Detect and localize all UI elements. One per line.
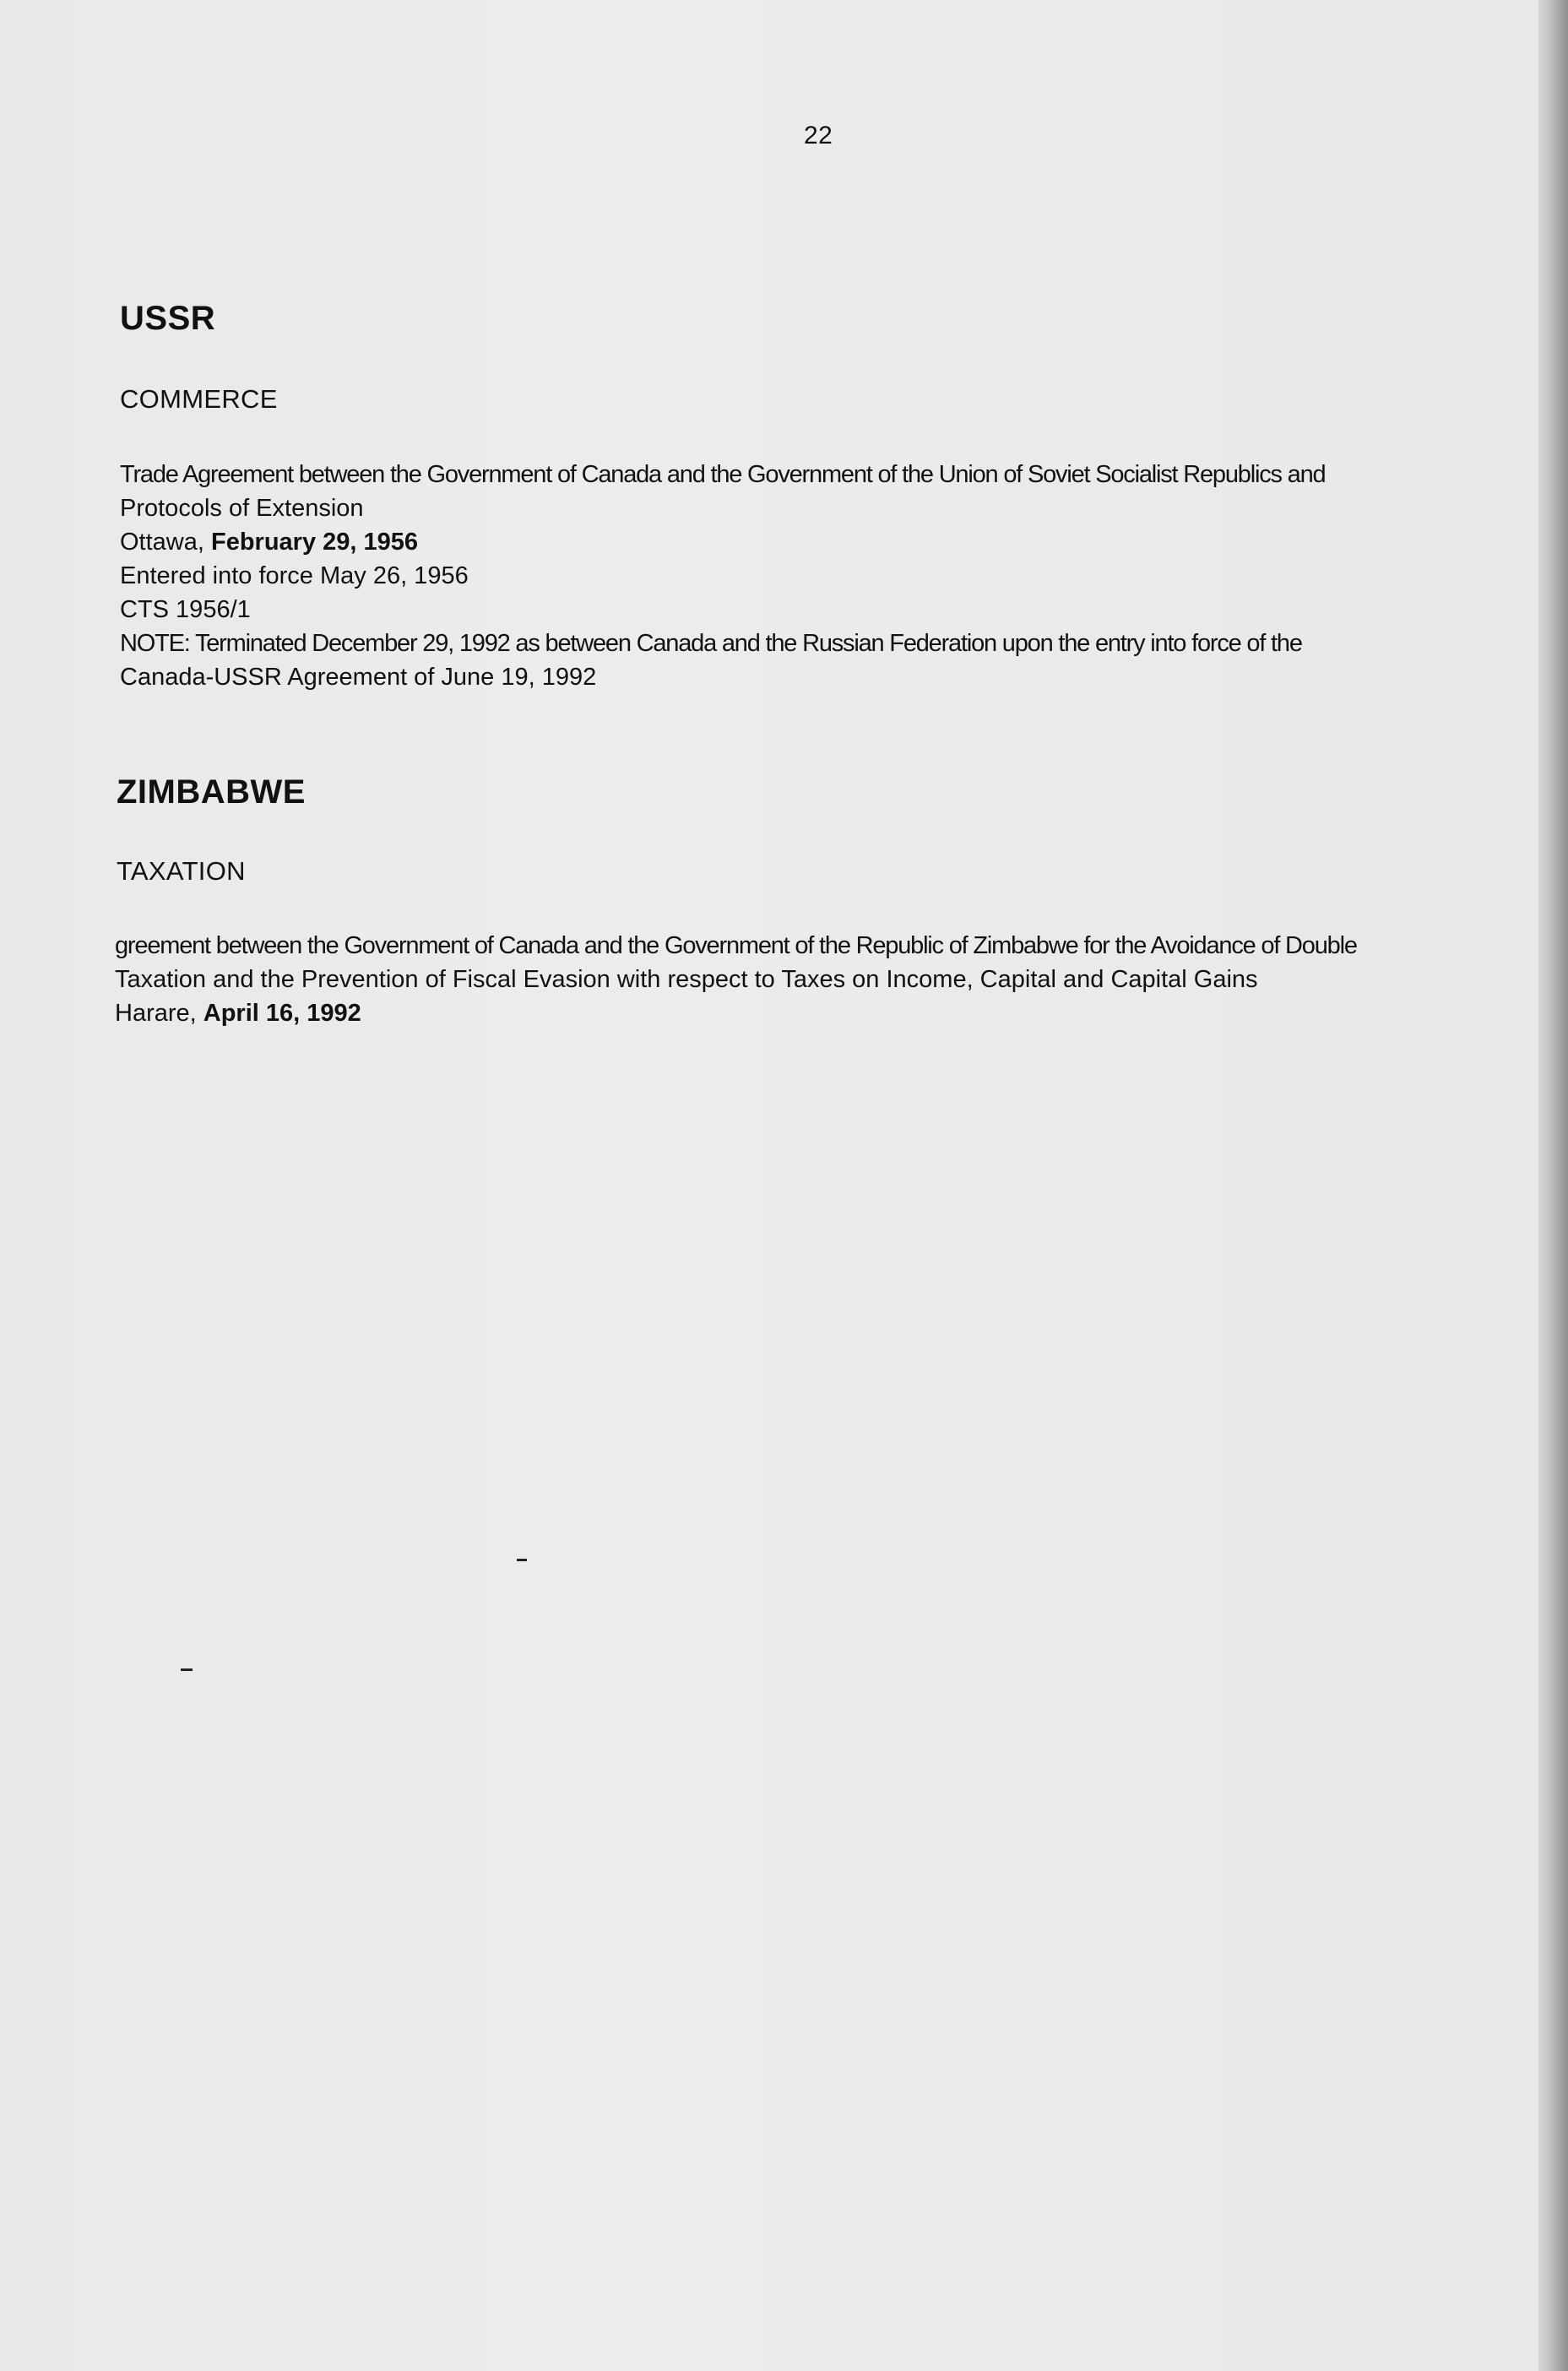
treaty-title-line: Protocols of Extension — [120, 495, 364, 522]
signing-place-date — [120, 525, 1454, 559]
treaty-note-line: Canada-USSR Agreement of June 19, 1992 — [120, 664, 597, 691]
country-heading-ussr: USSR — [120, 300, 216, 337]
page-edge-shadow — [1538, 0, 1568, 2371]
treaty-entry-zimbabwe — [115, 929, 1449, 1030]
category-taxation: TAXATION — [117, 856, 246, 886]
treaty-title-line: Trade Agreement between the Government of Canada and the Government of the Union of Soviet Socialist Republics and — [120, 461, 1326, 488]
cts-reference: CTS 1956/1 — [120, 596, 251, 623]
signing-place: Ottawa, — [120, 529, 211, 556]
treaty-title-line: Taxation and the Prevention of Fiscal Evasion with respect to Taxes on Income, Capital and Capital Gains — [115, 966, 1258, 993]
signing-date: April 16, 1992 — [203, 1000, 361, 1027]
entry-into-force: Entered into force May 26, 1956 — [120, 562, 469, 589]
page-number: 22 — [804, 122, 833, 149]
signing-place: Harare, — [115, 1000, 203, 1027]
treaty-title-line: greement between the Government of Canada and the Government of the Republic of Zimbabwe for the Avoidance of Double — [115, 932, 1357, 959]
country-heading-zimbabwe: ZIMBABWE — [117, 773, 306, 811]
signing-place-date — [115, 996, 1449, 1030]
treaty-note-line: NOTE: Terminated December 29, 1992 as between Canada and the Russian Federation upon the entry into force of the — [120, 630, 1302, 657]
treaty-entry-ussr — [120, 458, 1454, 694]
signing-date: February 29, 1956 — [211, 529, 419, 556]
scan-mark — [181, 1668, 193, 1671]
category-commerce: COMMERCE — [120, 384, 278, 414]
scan-mark — [517, 1559, 527, 1561]
